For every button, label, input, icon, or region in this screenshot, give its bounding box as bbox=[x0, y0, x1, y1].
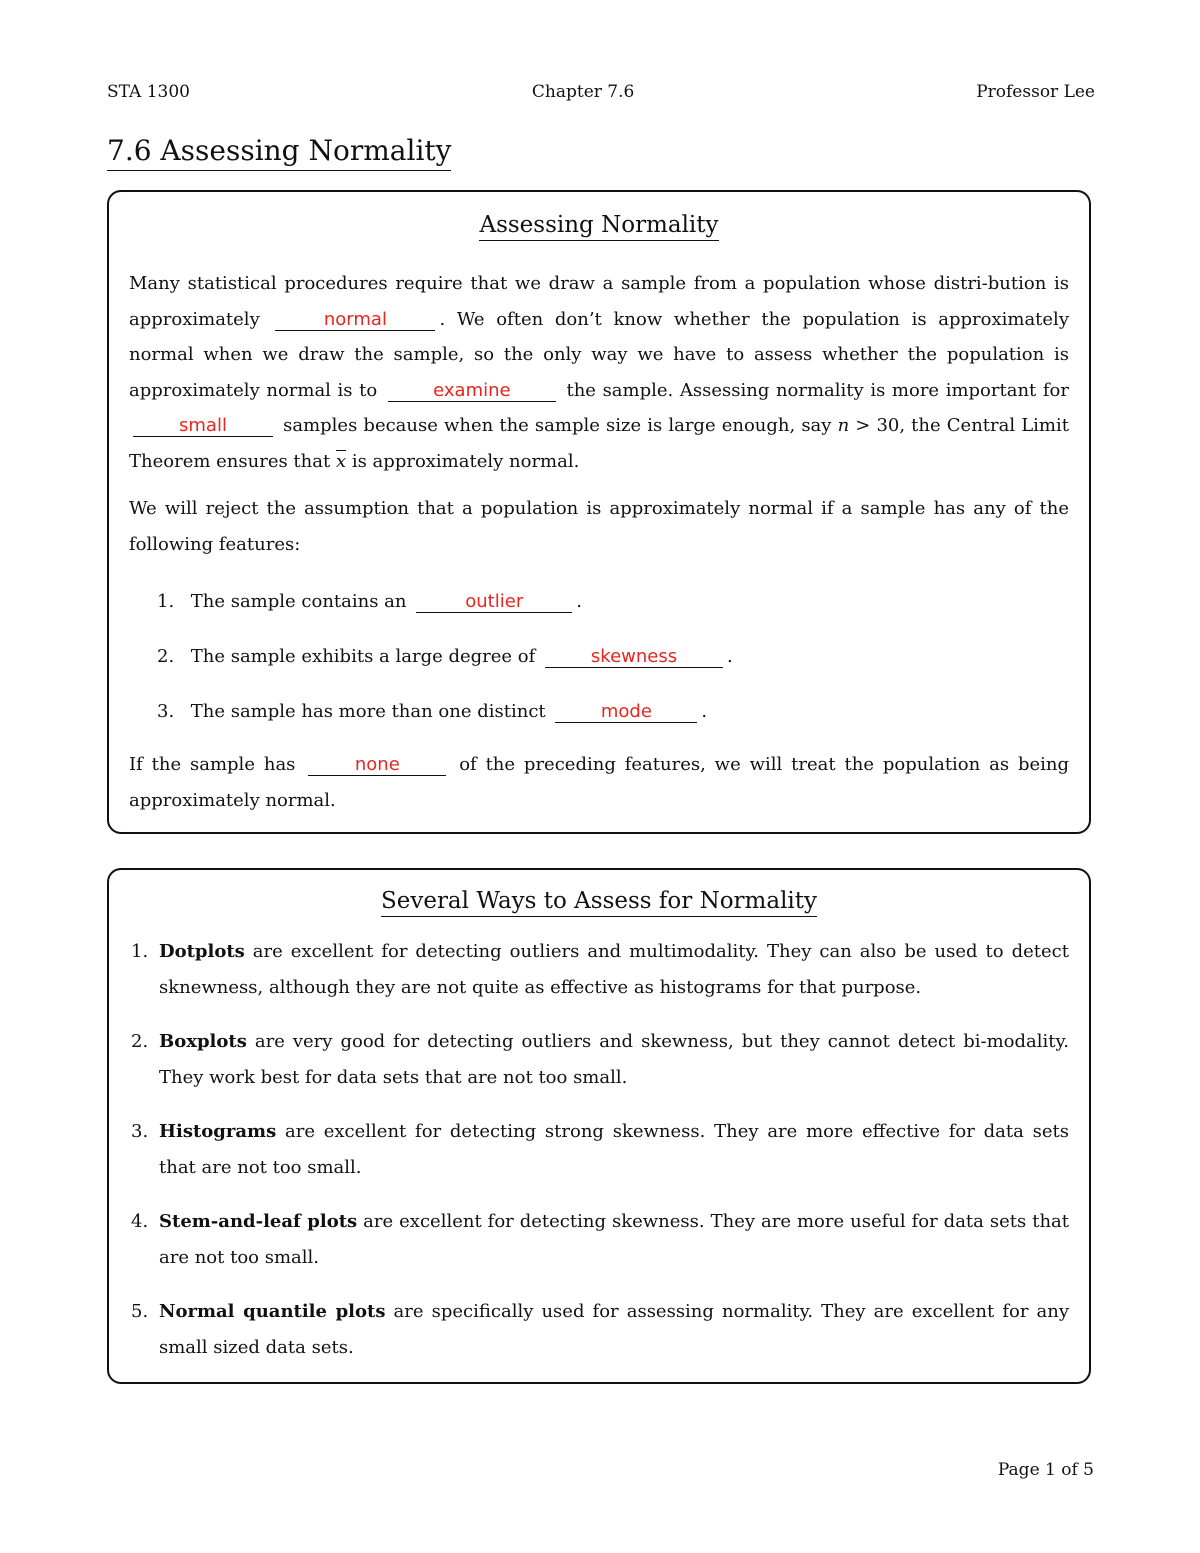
page-header bbox=[107, 82, 1095, 102]
blank-answer: examine bbox=[388, 381, 556, 402]
box-title: Assessing Normality bbox=[109, 210, 1089, 240]
list-item: 1. Dotplots are excellent for detecting outliers and multimodality. They can also be used to detect sknewness, although they are not quite as effective as histograms for that purpose. bbox=[131, 941, 1069, 998]
instructor-name: Professor Lee bbox=[976, 82, 1095, 102]
section-title: 7.6 Assessing Normality bbox=[107, 134, 451, 171]
list-item: 1. The sample contains an outlier . bbox=[157, 591, 582, 612]
list-item: 4. Stem-and-leaf plots are excellent for detecting skewness. They are more useful for data sets that are not too small. bbox=[131, 1211, 1070, 1268]
criteria-intro: We will reject the assumption that a population is approximately normal if a sample has any of the following features: bbox=[129, 498, 1069, 555]
ways-to-assess-box bbox=[107, 868, 1091, 1384]
blank-answer: mode bbox=[555, 702, 697, 723]
blank-answer: skewness bbox=[545, 647, 723, 668]
list-item: 2. Boxplots are very good for detecting outliers and skewness, but they cannot detect bi-modality. They work best for data sets that are not too small. bbox=[131, 1031, 1069, 1088]
blank-answer: normal bbox=[275, 310, 435, 331]
course-code: STA 1300 bbox=[107, 82, 190, 102]
conclusion-paragraph: If the sample has none of the preceding features, we will treat the population as being approximately normal. bbox=[129, 754, 1070, 811]
list-item: 3. Histograms are excellent for detecting strong skewness. They are more effective for data sets that are not too small. bbox=[131, 1121, 1069, 1178]
chapter-label: Chapter 7.6 bbox=[531, 82, 635, 102]
blank-answer: none bbox=[308, 755, 446, 776]
assessing-normality-box bbox=[107, 190, 1091, 834]
list-item: 5. Normal quantile plots are specifically used for assessing normality. They are excellent for any small sized data sets. bbox=[131, 1301, 1070, 1358]
blank-answer: outlier bbox=[416, 592, 572, 613]
list-item: 3. The sample has more than one distinct mode . bbox=[157, 701, 708, 722]
methods-list bbox=[131, 934, 1069, 1365]
features-list bbox=[157, 584, 1089, 729]
intro-paragraph: Many statistical procedures require that we draw a sample from a population whose distri-bution is approximately normal . We often don’t know whether the population is approximately normal when we draw the sample, so the only way we have to assess whether the population is approximately normal is to examine the sample. Assessing normality is more important for small samples because when the sample size is large enough, say n > 30, the Central Limit Theorem ensures that $\overline{x}$ is approximately normal. bbox=[129, 273, 1069, 472]
page-number: Page 1 of 5 bbox=[997, 1460, 1094, 1480]
box-title: Several Ways to Assess for Normality bbox=[109, 886, 1089, 916]
list-item: 2. The sample exhibits a large degree of skewness . bbox=[157, 646, 733, 667]
blank-answer: small bbox=[133, 416, 273, 437]
